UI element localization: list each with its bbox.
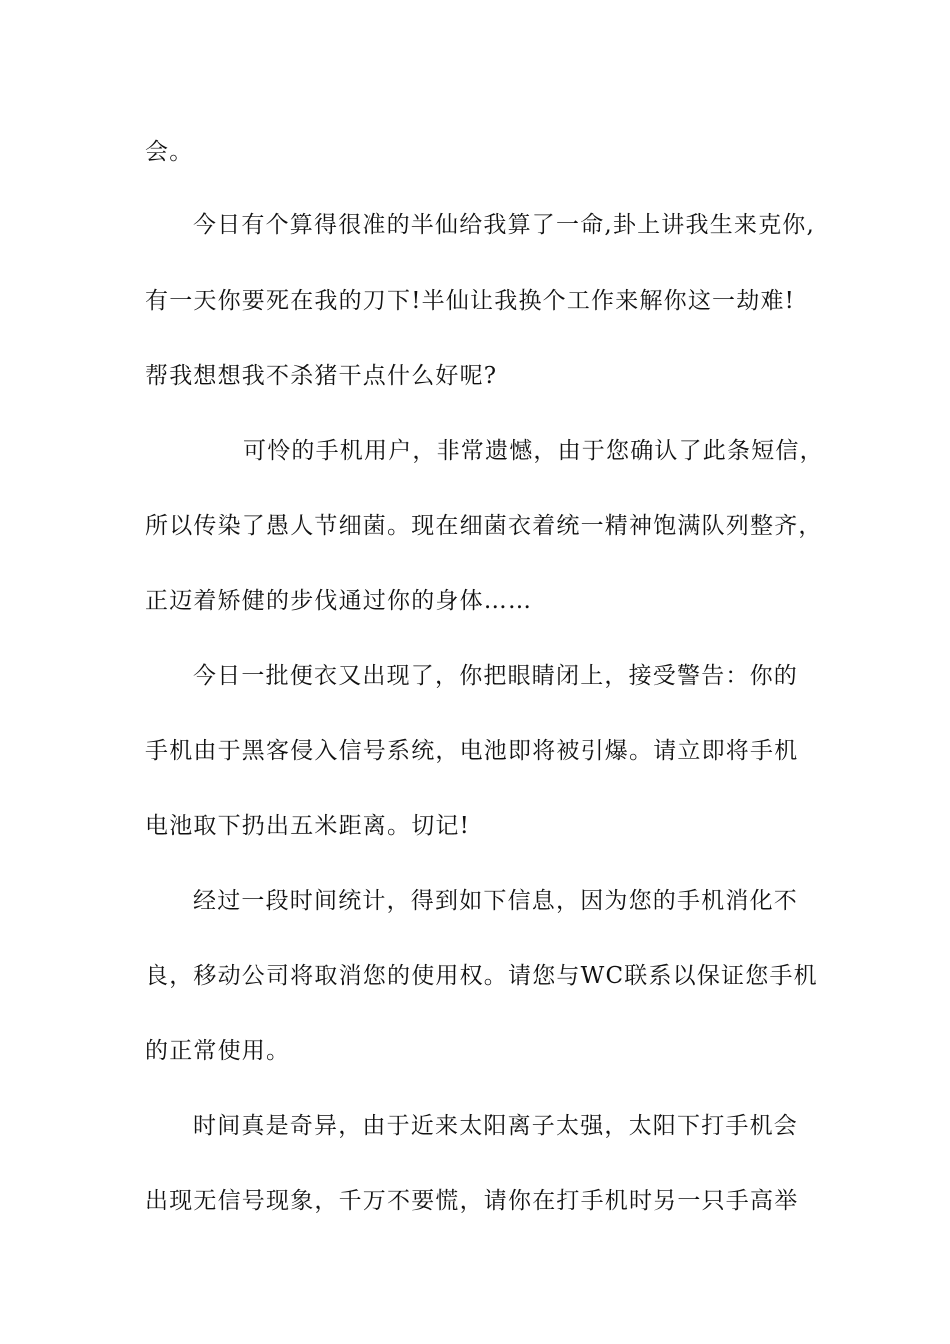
text-line: 的正常使用。 [145, 1038, 291, 1064]
text-line: 有一天你要死在我的刀下!半仙让我换个工作来解你这一劫难! [145, 288, 796, 314]
text-line: 今日有个算得很准的半仙给我算了一命,卦上讲我生来克你, [193, 212, 816, 238]
text-line: 正迈着矫健的步伐通过你的身体…… [145, 588, 533, 614]
text-line: 可怜的手机用户，非常遗憾，由于您确认了此条短信， [243, 438, 824, 464]
text-line: 所以传染了愚人节细菌。现在细菌衣着统一精神饱满队列整齐， [145, 513, 823, 539]
text-line: 电池取下扔出五米距离。切记! [145, 813, 471, 839]
text-line: 出现无信号现象，千万不要慌，请你在打手机时另一只手高举 [145, 1188, 799, 1214]
text-line: 良，移动公司将取消您的使用权。请您与WC联系以保证您手机 [145, 963, 818, 989]
text-line: 时间真是奇异，由于近来太阳离子太强，太阳下打手机会 [193, 1113, 798, 1139]
text-line: 会。 [145, 139, 194, 165]
text-line: 今日一批便衣又出现了，你把眼睛闭上，接受警告：你的 [193, 663, 798, 689]
text-line: 经过一段时间统计，得到如下信息，因为您的手机消化不 [193, 888, 798, 914]
text-line: 帮我想想我不杀猪干点什么好呢? [145, 363, 498, 389]
text-line: 手机由于黑客侵入信号系统，电池即将被引爆。请立即将手机 [145, 738, 799, 764]
